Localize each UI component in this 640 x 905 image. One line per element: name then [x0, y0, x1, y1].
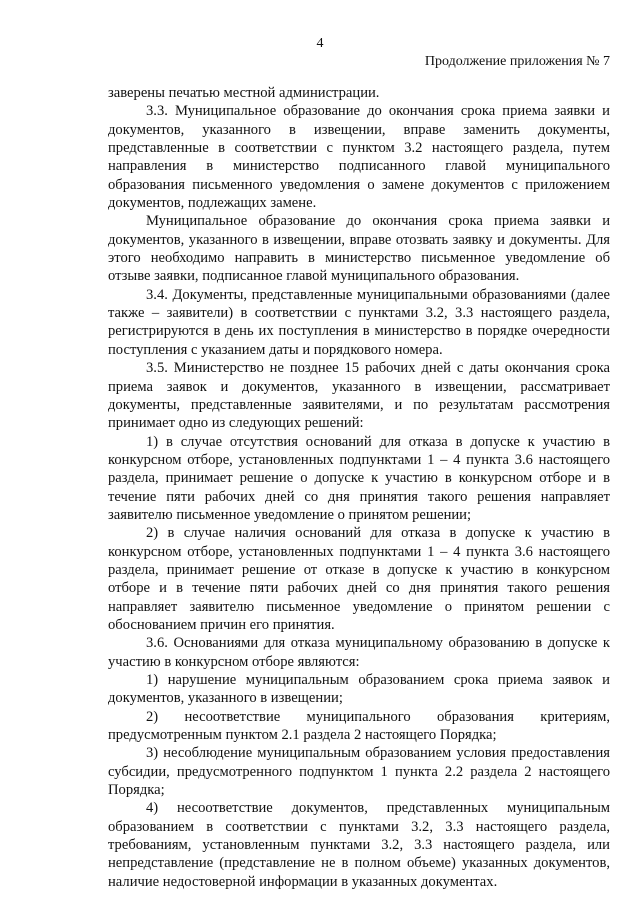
paragraph-3-4: 3.4. Документы, представленные муниципальными образованиями (далее также – заявители) в соответствии с пунктами 3.2, 3.3 настоящего раздела, регистрируются в день их поступления в министерство в порядке очередности поступления с указанием даты и порядкового номера.: [108, 286, 610, 358]
paragraph-3-3: 3.3. Муниципальное образование до окончания срока приема заявки и документов, указанного в извещении, вправе заменить документы, представленные в соответствии с пунктом 3.2 настоящего раздела, путем направления в министерство подписанного главой муниципального образования письменного уведомления о замене документов с приложением документов, подлежащих замене.: [108, 103, 610, 212]
paragraph-3-6-item-4: 4) несоответствие документов, представленных муниципальным образованием в соответствии с пунктами 3.2, 3.3 настоящего раздела, требованиям, установленным пунктами 3.2, 3.3 настоящего раздела, или непредставление (представление не в полном объеме) указанных документов, наличие недостоверной информации в указанных документах.: [108, 800, 610, 890]
paragraph-3-5-item-2: 2) в случае наличия оснований для отказа в допуске к участию в конкурсном отборе, установленных подпунктами 1 – 4 пункта 3.6 настоящего раздела, принимает решение от отказе в допуске к участию в конкурсном отборе и в течение пяти рабочих дней со дня принятия такого решения направляет заявителю письменное уведомление о принятом решении с обоснованием причин его принятия.: [108, 525, 610, 633]
paragraph-3-6-item-3: 3) несоблюдение муниципальным образованием условия предоставления субсидии, предусмотренного подпунктом 1 пункта 2.2 раздела 2 настоящего Порядка;: [108, 745, 610, 799]
page-number: 4: [316, 36, 324, 51]
appendix-label: Продолжение приложения № 7: [424, 54, 610, 69]
paragraph-3-5: 3.5. Министерство не позднее 15 рабочих дней с даты окончания срока приема заявок и документов, указанного в извещении, рассматривает документы, представленные заявителями, и по результатам рассмотрения принимает одно из следующих решений:: [108, 360, 610, 432]
paragraph-withdrawal: Муниципальное образование до окончания срока приема заявки и документов, указанного в извещении, вправе отозвать заявку и документы. Для этого необходимо направить в министерство письменное уведомление об отзыве заявки, подписанное главой муниципального образования.: [108, 213, 610, 285]
paragraph-3-6-item-2: 2) несоответствие муниципального образования критериям, предусмотренным пунктом 2.1 раздела 2 настоящего Порядка;: [108, 708, 610, 744]
paragraph-3-5-item-1: 1) в случае отсутствия оснований для отказа в допуске к участию в конкурсном отборе, установленных подпунктами 1 – 4 пункта 3.6 настоящего раздела, принимает решение о допуске к участию в конкурсном отборе и в течение пяти рабочих дней со дня принятия такого решения направляет заявителю письменное уведомление о принятом решении;: [108, 433, 610, 523]
paragraph-continuation: заверены печатью местной администрации.: [108, 85, 380, 101]
document-body: [108, 84, 610, 891]
paragraph-3-6-item-1: 1) нарушение муниципальным образованием срока приема заявок и документов, указанного в извещении;: [108, 672, 610, 707]
paragraph-3-6: 3.6. Основаниями для отказа муниципальному образованию в допуске к участию в конкурсном отборе являются:: [108, 635, 610, 670]
